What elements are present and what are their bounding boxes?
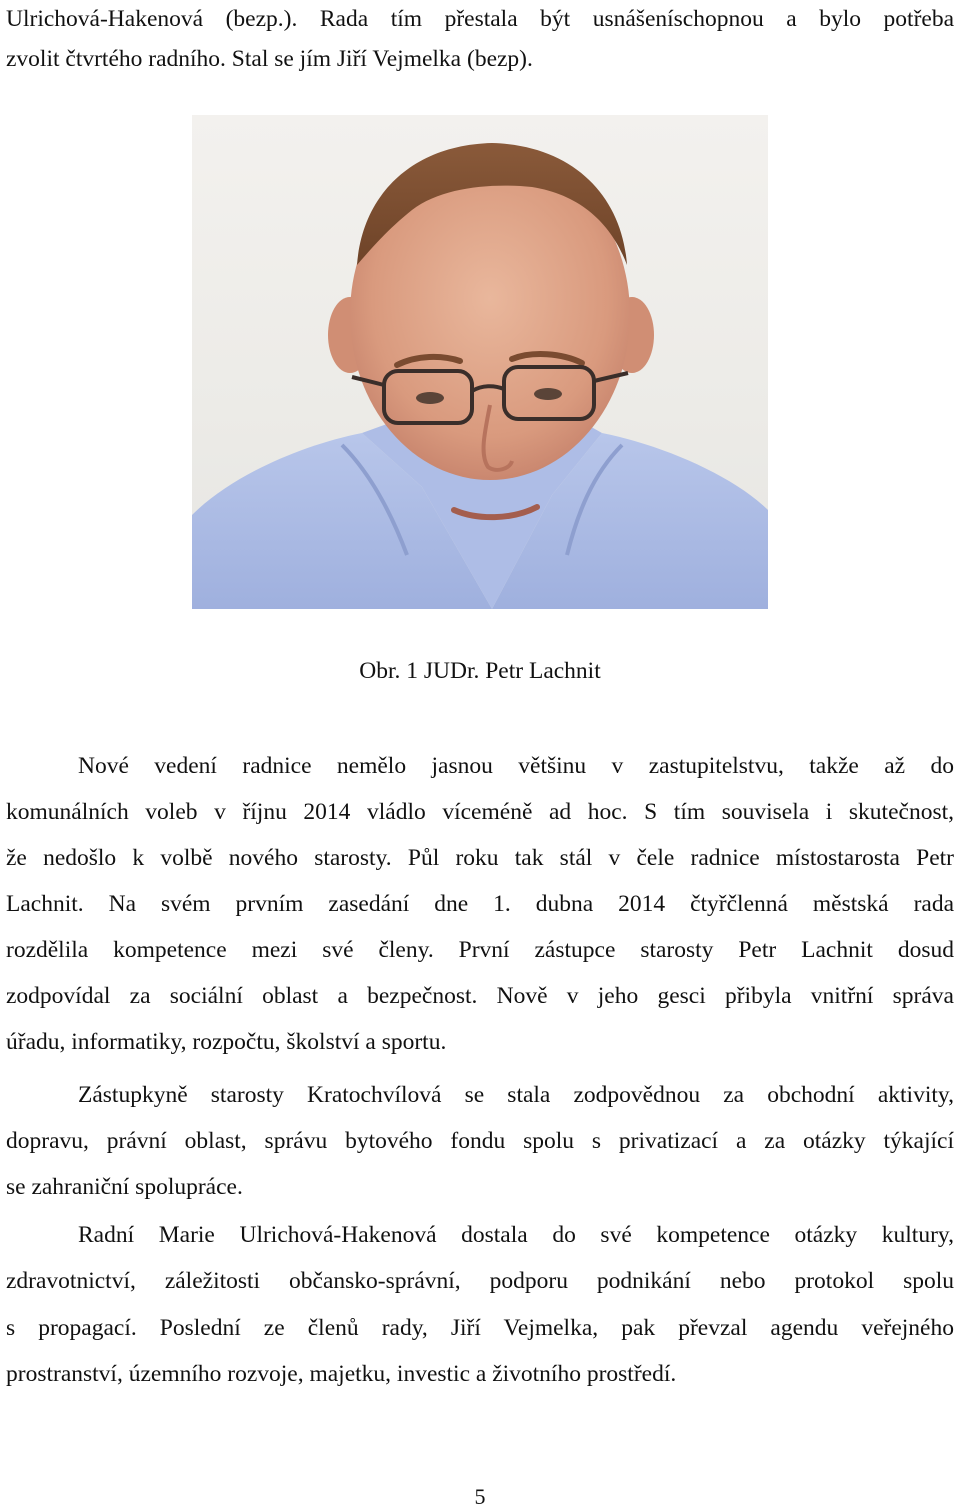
page-number: 5 xyxy=(474,1484,486,1509)
text-line: s propagací. Poslední ze členů rady, Jiří Vejmelka, pak převzal agendu veřejného xyxy=(6,1315,954,1341)
text-line: zodpovídal za sociální oblast a bezpečnost. Nově v jeho gesci přibyla vnitřní správa xyxy=(6,983,954,1009)
text-line: Radní Marie Ulrichová-Hakenová dostala do své kompetence otázky kultury, xyxy=(78,1222,954,1248)
text-line: se zahraniční spolupráce. xyxy=(6,1174,243,1200)
text-line: Nové vedení radnice nemělo jasnou většinu v zastupitelstvu, takže až do xyxy=(78,753,954,779)
text-line: komunálních voleb v říjnu 2014 vládlo víceméně ad hoc. S tím souvisela i skutečnost, xyxy=(6,799,954,825)
text-line: že nedošlo k volbě nového starosty. Půl roku tak stál v čele radnice místostarosta Petr xyxy=(6,845,954,871)
text-line: prostranství, územního rozvoje, majetku, investic a životního prostředí. xyxy=(6,1361,677,1387)
text-line: rozdělila kompetence mezi své členy. První zástupce starosty Petr Lachnit dosud xyxy=(6,937,954,963)
text-line: Ulrichová-Hakenová (bezp.). Rada tím přestala být usnášeníschopnou a bylo potřeba xyxy=(6,6,954,32)
text-line: zvolit čtvrtého radního. Stal se jím Jiří Vejmelka (bezp). xyxy=(6,46,533,72)
text-line: úřadu, informatiky, rozpočtu, školství a sportu. xyxy=(6,1029,447,1055)
text-line: dopravu, právní oblast, správu bytového fondu spolu s privatizací a za otázky týkající xyxy=(6,1128,954,1154)
portrait-photo xyxy=(192,115,768,609)
text-line: Lachnit. Na svém prvním zasedání dne 1. dubna 2014 čtyřčlenná městská rada xyxy=(6,891,954,917)
text-line: zdravotnictví, záležitosti občansko-správní, podporu podnikání nebo protokol spolu xyxy=(6,1268,954,1294)
text-line: Zástupkyně starosty Kratochvílová se stala zodpovědnou za obchodní aktivity, xyxy=(78,1082,954,1108)
figure-caption: Obr. 1 JUDr. Petr Lachnit xyxy=(359,658,601,684)
